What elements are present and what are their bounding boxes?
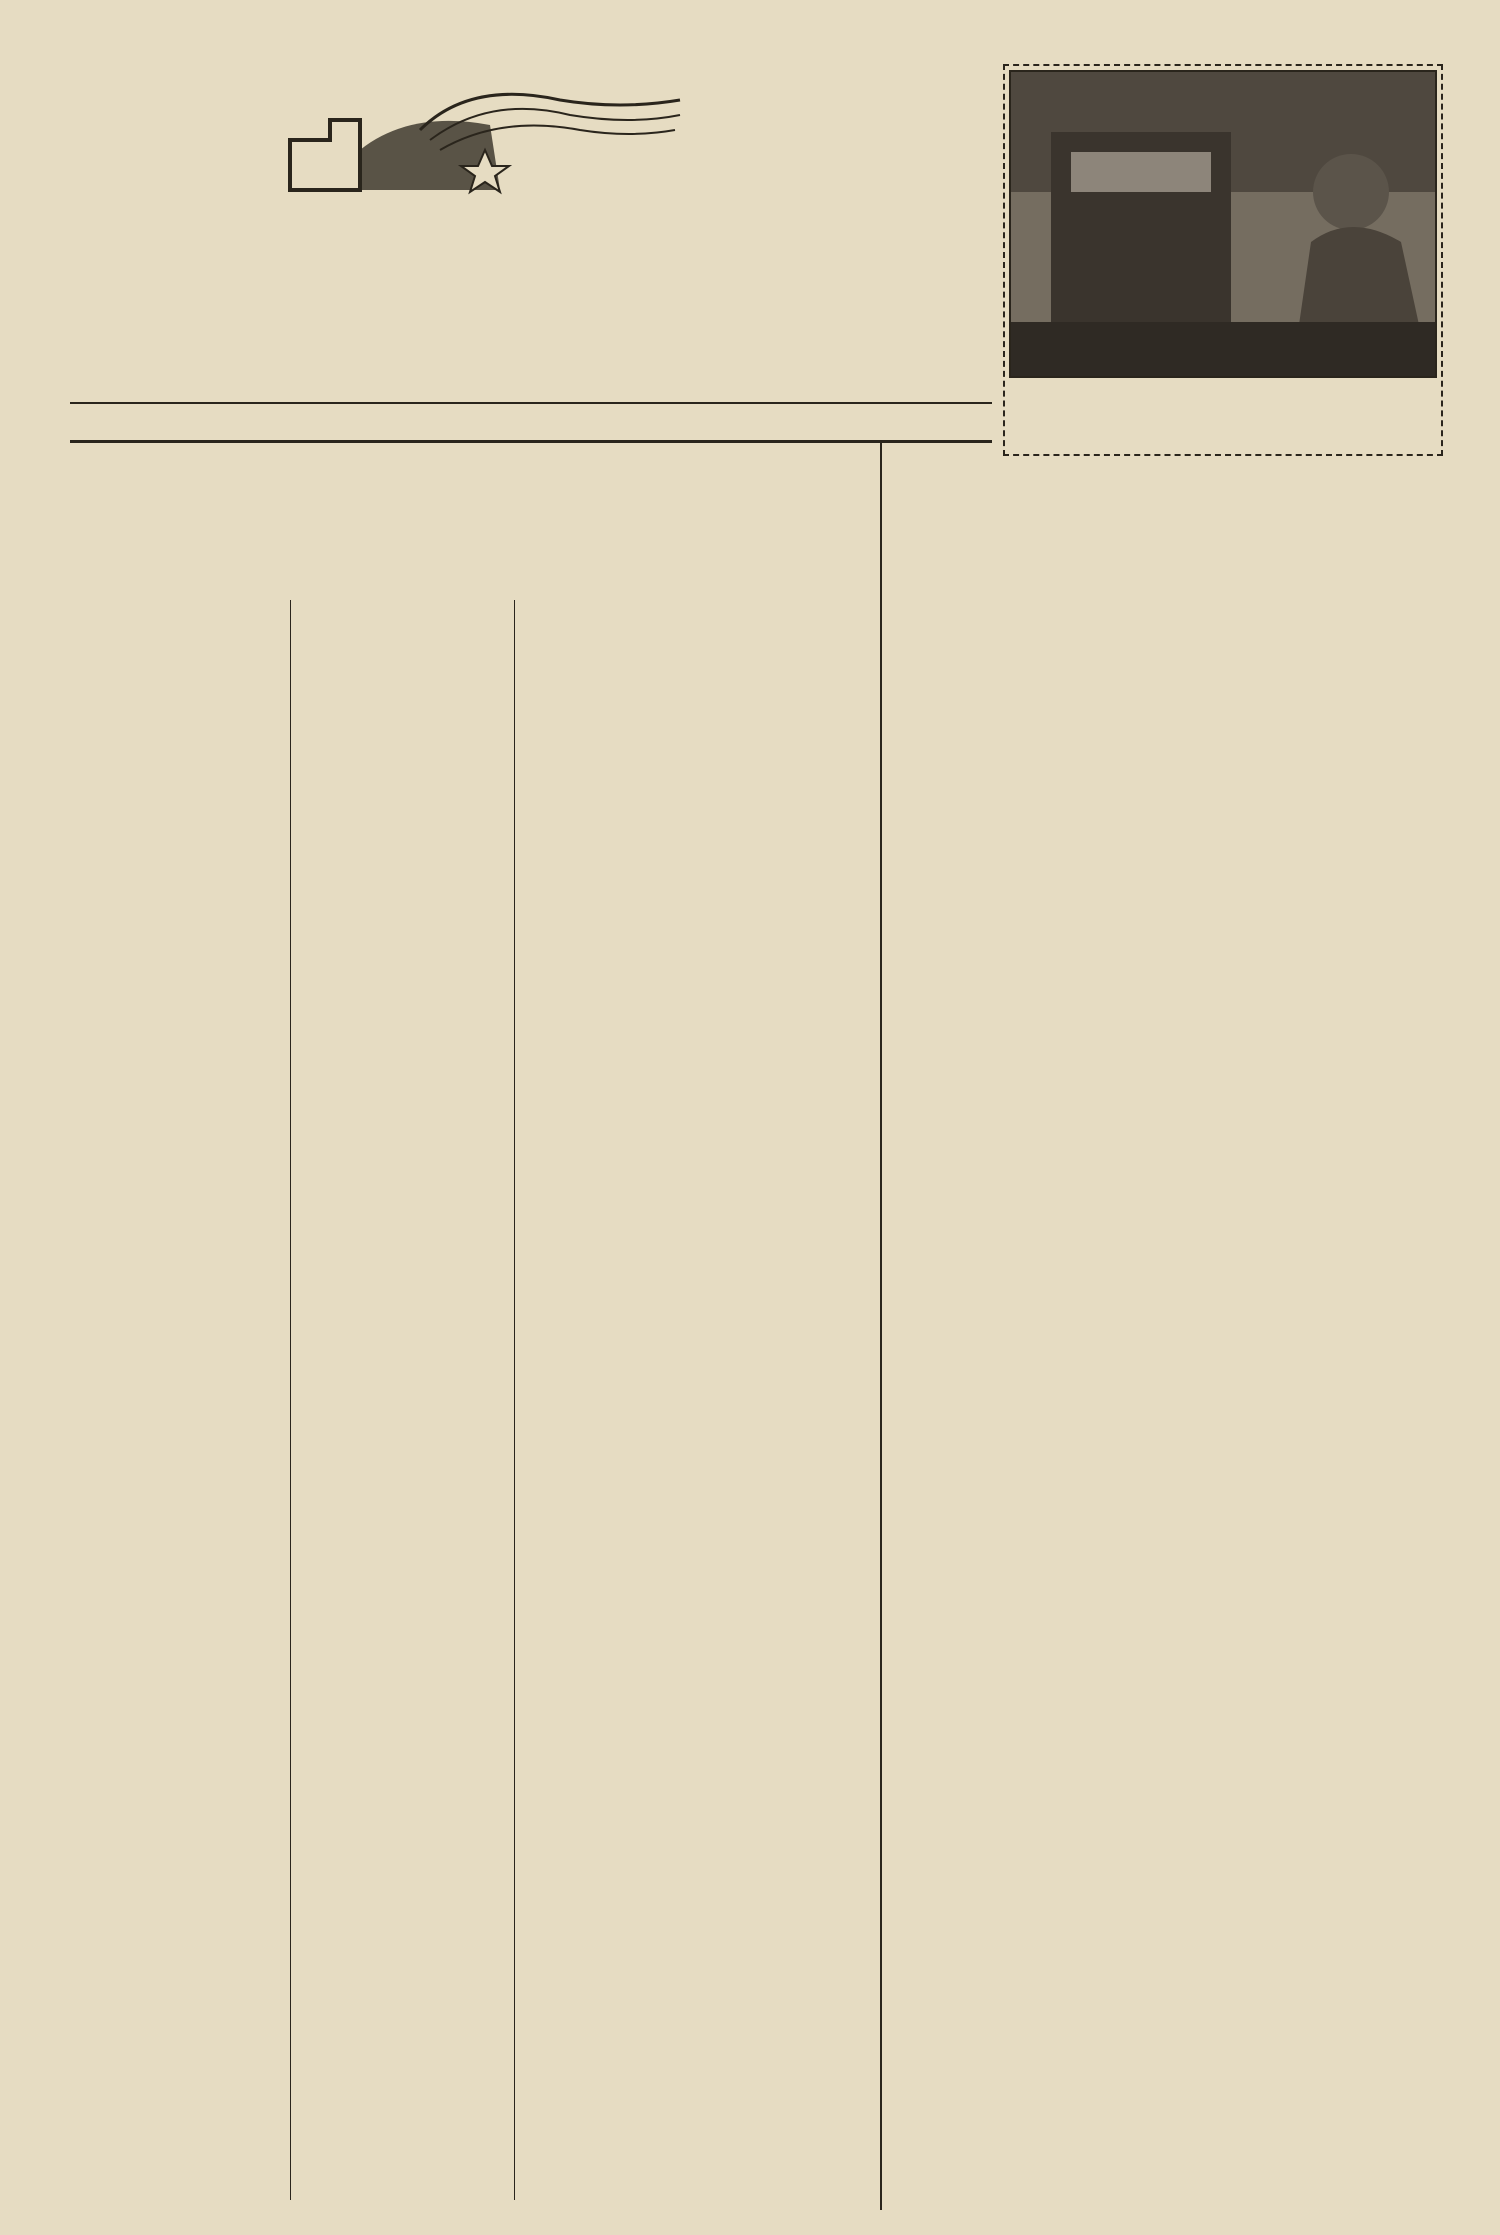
worker-planer-photo bbox=[1009, 70, 1437, 378]
lead-col1b bbox=[72, 1535, 284, 2200]
lead-col2 bbox=[296, 600, 508, 2200]
top-photo-box bbox=[1003, 64, 1443, 456]
locomotive-illustration bbox=[270, 80, 690, 200]
lead-col1 bbox=[72, 600, 284, 1530]
